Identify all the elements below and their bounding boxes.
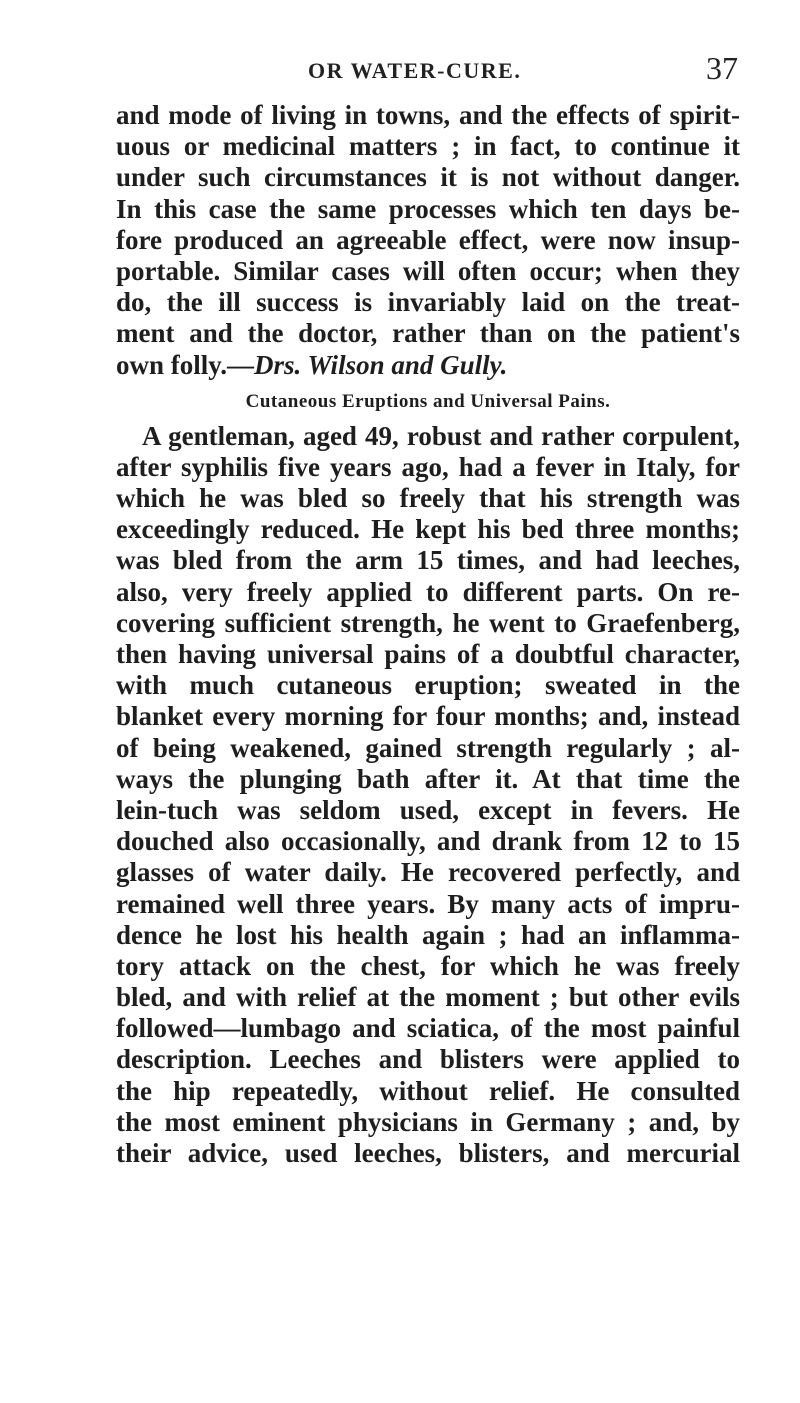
text-line: after syphilis five years ago, had a fever in Italy, for	[116, 451, 740, 482]
text-line: portable. Similar cases will often occur; when they	[116, 255, 740, 286]
text-line: blanket every morning for four months; and, instead	[116, 701, 740, 732]
text-line: ment and the doctor, rather than on the patient's	[116, 318, 740, 349]
text-line: was bled from the arm 15 times, and had leeches,	[116, 545, 740, 576]
text-line: do, the ill success is invariably laid on the treat-	[116, 287, 740, 318]
section-heading: Cutaneous Eruptions and Universal Pains.	[245, 390, 611, 412]
page-number: 37	[706, 50, 738, 86]
text-line: with much cutaneous eruption; sweated in the	[116, 670, 740, 701]
text-line: also, very freely applied to different parts. On re-	[116, 576, 740, 607]
paragraph-2	[116, 421, 740, 1170]
running-head	[118, 50, 738, 90]
text-line: lein-tuch was seldom used, except in fevers. He	[116, 794, 740, 825]
text-line: ways the plunging bath after it. At that time the	[116, 763, 740, 794]
text-line: bled, and with relief at the moment ; but other evils	[116, 982, 740, 1013]
text-line: followed—lumbago and sciatica, of the most painful	[116, 1013, 740, 1044]
text-line: then having universal pains of a doubtful character,	[116, 639, 740, 669]
text-line: description. Leeches and blisters were applied to	[116, 1044, 740, 1075]
text-line: dence he lost his health again ; had an inflamma-	[116, 919, 740, 950]
final-line-text: own folly.—	[116, 349, 255, 380]
text-line: tory attack on the chest, for which he was freely	[116, 950, 740, 981]
text-line: which he was bled so freely that his strength was	[116, 483, 740, 514]
attribution: Drs. Wilson and Gully.	[254, 349, 508, 380]
text-line: under such circumstances it is not without danger.	[116, 162, 740, 193]
text-line: glasses of water daily. He recovered perfectly, and	[116, 857, 740, 888]
text-line: fore produced an agreeable effect, were now insup-	[116, 224, 740, 255]
text-line: the hip repeatedly, without relief. He consulted	[116, 1075, 740, 1106]
text-line: In this case the same processes which ten days be-	[116, 193, 740, 224]
text-line: A gentleman, aged 49, robust and rather corpulent,	[142, 420, 740, 451]
text-line: of being weakened, gained strength regularly ; al-	[116, 732, 740, 763]
text-line: exceedingly reduced. He kept his bed three months;	[116, 514, 740, 545]
text-line: the most eminent physicians in Germany ; and, by	[116, 1106, 740, 1137]
body-text	[116, 100, 740, 1169]
text-line: and mode of living in towns, and the effects of spirit-	[116, 100, 740, 130]
text-line: their advice, used leeches, blisters, and mercurial	[116, 1138, 740, 1168]
text-line: douched also occasionally, and drank from 12 to 15	[116, 826, 740, 857]
text-line-final	[116, 350, 740, 381]
running-title: OR WATER-CURE.	[308, 58, 522, 83]
text-line: uous or medicinal matters ; in fact, to continue it	[116, 131, 740, 162]
text-line: remained well three years. By many acts of impru-	[116, 888, 740, 919]
paragraph-1	[116, 100, 740, 381]
text-line: covering sufficient strength, he went to Graefenberg,	[116, 607, 740, 638]
